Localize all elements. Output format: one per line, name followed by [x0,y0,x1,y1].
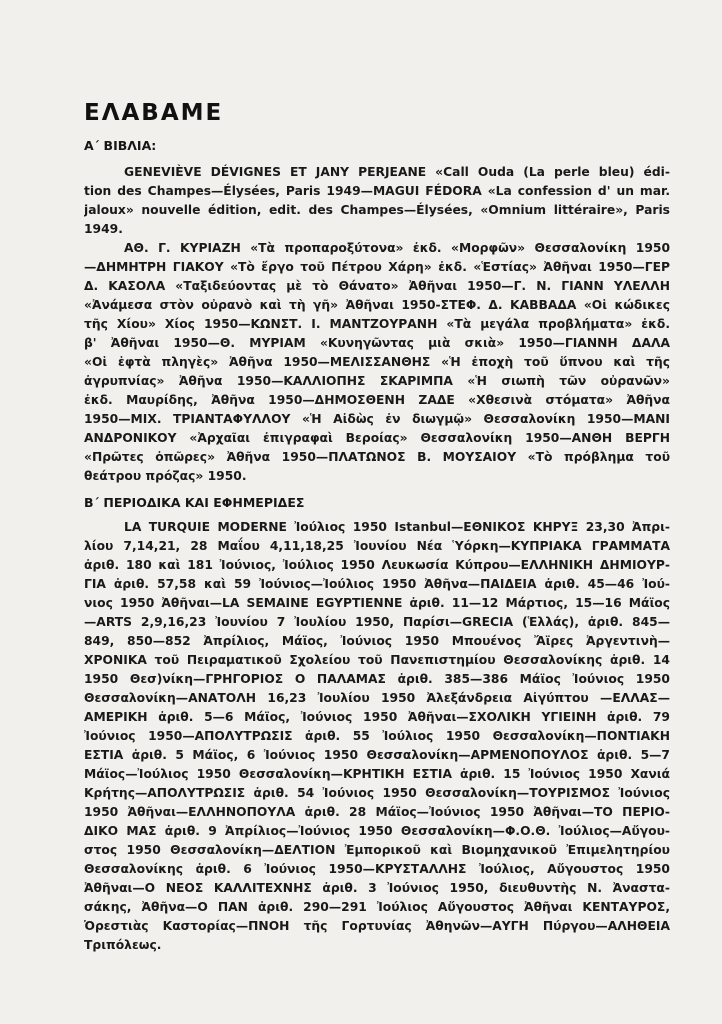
text-line: Ἀθῆναι—Ο ΝΕΟΣ ΚΑΛΛΙΤΕΧΝΗΣ ἀριθ. 3 Ἰούνιος 1950, διευθυντὴς Ν. Ἀναστα- [84,881,670,895]
text-line: Τριπόλεως. [84,938,162,952]
text-line: ΕΣΤΙΑ ἀριθ. 5 Μάϊος, 6 Ἰούνιος 1950 Θεσσαλονίκη—ΑΡΜΕΝΟΠΟΥΛΟΣ ἀριθ. 5—7 [84,748,670,762]
text-line: Δ. ΚΑΣΟΛΑ «Ταξιδεύοντας μὲ τὸ Θάνατο» Ἀθῆναι 1950—Γ. Ν. ΓΙΑΝΝ ΥΛΕΛΛΗ [84,279,670,293]
section-heading-periodicals: Β΄ ΠΕΡΙΟΔΙΚΑ ΚΑΙ ΕΦΗΜΕΡΙΔΕΣ [84,495,305,510]
text-line: ΔΙΚΟ ΜΑΣ ἀριθ. 9 Ἀπρίλιος—Ἰούνιος 1950 Θεσσαλονίκη—Φ.Ο.Θ. Ἰούλιος—Αὔγου- [84,824,670,838]
text-line: ΑΝΔΡΟΝΙΚΟΥ «Ἀρχαῖαι ἐπιγραφαὶ Βεροίας» Θεσσαλονίκη 1950—ΑΝΘΗ ΒΕΡΓΗ [84,431,670,445]
text-line: Μάϊος—Ἰούλιος 1950 Θεσσαλονίκη—ΚΡΗΤΙΚΗ ΕΣΤΙΑ ἀριθ. 15 Ἰούνιος 1950 Χανιά [84,767,670,781]
text-line: GENEVIÈVE DÉVIGNES ET JANY PERJEANE «Call Ouda (La perle bleu) édi- [124,165,670,179]
text-line: jaloux» nouvelle édition, edit. des Champes—Élysées, «Omnium littéraire», Paris [84,203,670,217]
text-line: Θεσσαλονίκης ἀριθ. 6 Ἰούνιος 1950—ΚΡΥΣΤΑΛΛΗΣ Ἰούλιος, Αὔγουστος 1950 [84,862,670,876]
text-line: Κρήτης—ΑΠΟΛΥΤΡΩΣΙΣ ἀριθ. 54 Ἰούνιος 1950 Θεσσαλονίκη—ΤΟΥΡΙΣΜΟΣ Ἰούνιος [84,786,670,800]
text-line: ΧΡΟΝΙΚΑ τοῦ Πειραματικοῦ Σχολείου τοῦ Πανεπιστημίου Θεσσαλονίκης ἀριθ. 14 [84,653,670,667]
text-line: θεάτρου πρόζας» 1950. [84,469,247,483]
text-line: ἀριθ. 180 καὶ 181 Ἰούνιος, Ἰούλιος 1950 Λευκωσία Κύπρου—ΕΛΛΗΝΙΚΗ ΔΗΜΙΟΥΡ- [84,558,670,572]
books-paragraph-greek [84,239,670,486]
text-line: Ἰούνιος 1950—ΑΠΟΛΥΤΡΩΣΙΣ ἀριθ. 55 Ἰούλιος 1950 Θεσσαλονίκη—ΠΟΝΤΙΑΚΗ [84,729,670,743]
text-line: ΑΜΕΡΙΚΗ ἀριθ. 5—6 Μάϊος, Ἰούνιος 1950 Ἀθῆναι—ΣΧΟΛΙΚΗ ΥΓΙΕΙΝΗ ἀριθ. 79 [84,710,670,724]
text-line: ΓΙΑ ἀριθ. 57,58 καὶ 59 Ἰούνιος—Ἰούλιος 1950 Ἀθῆνα—ΠΑΙΔΕΙΑ ἀριθ. 45—46 Ἰού- [84,577,670,591]
text-line: λίου 7,14,21, 28 Μαΐου 4,11,18,25 Ἰουνίου Νέα Ὑόρκη—ΚΥΠΡΙΑΚΑ ΓΡΑΜΜΑΤΑ [84,539,670,553]
text-line: β' Ἀθῆναι 1950—Θ. ΜΥΡΙΑΜ «Κυνηγῶντας μιὰ σκιὰ» 1950—ΓΙΑΝΝΗ ΔΑΛΑ [84,336,670,350]
text-line: «Οἱ ἑφτὰ πληγὲς» Ἀθῆνα 1950—ΜΕΛΙΣΣΑΝΘΗΣ «Ἡ ἐποχὴ τοῦ ὕπνου καὶ τῆς [84,355,670,369]
text-line: 849, 850—852 Ἀπρίλιος, Μάϊος, Ἰούνιος 1950 Μπουένος Ἄϊρες Ἀργεντινὴ— [84,634,670,648]
text-line: ἐκδ. Μαυρίδης, Ἀθῆνα 1950—ΔΗΜΟΣΘΕΝΗ ΖΑΔΕ «Χθεσινὰ στόματα» Ἀθῆνα [84,393,670,407]
text-line: στος 1950 Θεσσαλονίκη—ΔΕΛΤΙΟΝ Ἐμπορικοῦ καὶ Βιομηχανικοῦ Ἐπιμελητηρίου [84,843,670,857]
text-line: 1949. [84,222,123,236]
text-line: 1950—ΜΙΧ. ΤΡΙΑΝΤΑΦΥΛΛΟΥ «Ἡ Αἰδὼς ἐν διωγμῷ» Θεσσαλονίκη 1950—ΜΑΝΙ [84,412,670,426]
text-line: 1950 Θεσ)νίκη—ΓΡΗΓΟΡΙΟΣ Ο ΠΑΛΑΜΑΣ ἀριθ. 385—386 Μάϊος Ἰούνιος 1950 [84,672,670,686]
text-line: LA TURQUIE MODERNE Ἰούλιος 1950 Istanbul—ΕΘΝΙΚΟΣ ΚΗΡΥΞ 23,30 Ἀπρι- [124,520,670,534]
text-line: 1950 Ἀθῆναι—ΕΛΛΗΝΟΠΟΥΛΑ ἀριθ. 28 Μάϊος—Ἰούνιος 1950 Ἀθῆναι—ΤΟ ΠΕΡΙΟ- [84,805,670,819]
periodicals-paragraph [84,518,670,955]
text-line: «Πρῶτες ὀπῶρες» Ἀθῆνα 1950—ΠΛΑΤΩΝΟΣ Β. ΜΟΥΣΑΙΟΥ «Τὸ πρόβλημα τοῦ [84,450,670,464]
text-line: «Ἀνάμεσα στὸν οὐρανὸ καὶ τὴ γῆ» Ἀθῆναι 1950-ΣΤΕΦ. Δ. ΚΑΒΒΑΔΑ «Οἱ κώδικες [84,298,670,312]
text-line: ἀγρυπνίας» Ἀθῆνα 1950—ΚΑΛΛΙΟΠΗΣ ΣΚΑΡΙΜΠΑ «Ἡ σιωπὴ τῶν οὐρανῶν» [84,374,670,388]
text-line: tion des Champes—Élysées, Paris 1949—MAGUI FÉDORA «La confession d' un mar. [84,184,670,198]
page-title: ΕΛΑΒΑΜΕ [84,100,224,126]
books-paragraph-foreign [84,163,670,239]
text-line: —ARTS 2,9,16,23 Ἰουνίου 7 Ἰουλίου 1950, Παρίσι—GRECIA (Ἑλλάς), ἀριθ. 845— [84,615,670,629]
text-line: Ὀρεστιὰς Καστορίας—ΠΝΟΗ τῆς Γορτυνίας Ἀθηνῶν—ΑΥΓΗ Πύργου—ΑΛΗΘΕΙΑ [84,919,670,933]
text-line: τῆς Χίου» Χίος 1950—ΚΩΝΣΤ. Ι. ΜΑΝΤΖΟΥΡΑΝΗ «Τὰ μεγάλα προβλήματα» ἐκδ. [84,317,670,331]
text-line: ΑΘ. Γ. ΚΥΡΙΑΖΗ «Τὰ προπαροξύτονα» ἐκδ. «Μορφῶν» Θεσσαλονίκη 1950 [124,241,670,255]
text-line: Θεσσαλονίκη—ΑΝΑΤΟΛΗ 16,23 Ἰουλίου 1950 Ἀλεξάνδρεια Αἰγύπτου —ΕΛΛΑΣ— [84,691,670,705]
text-line: σάκης, Ἀθῆνα—Ο ΠΑΝ ἀριθ. 290—291 Ἰούλιος Αὔγουστος Ἀθῆναι ΚΕΝΤΑΥΡΟΣ, [84,900,670,914]
text-line: —ΔΗΜΗΤΡΗ ΓΙΑΚΟΥ «Τὸ ἔργο τοῦ Πέτρου Χάρη» ἐκδ. «Ἑστίας» Ἀθῆναι 1950—ΓΕΡ [84,260,670,274]
section-heading-books: Α΄ ΒΙΒΛΙΑ: [84,138,157,153]
text-line: νιος 1950 Ἀθῆναι—LA SEMAINE EGYPTIENNE ἀριθ. 11—12 Μάρτιος, 15—16 Μάϊος [84,596,670,610]
